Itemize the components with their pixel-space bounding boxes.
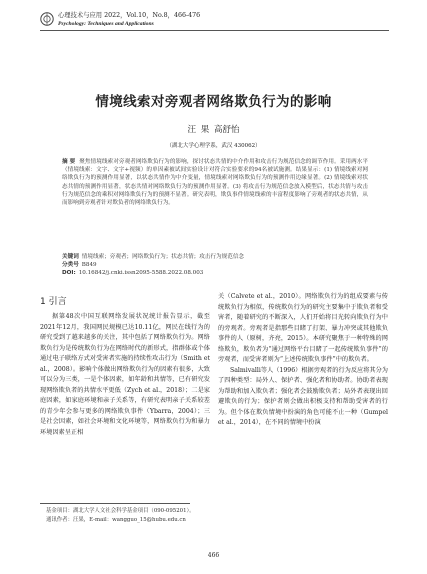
doi-row xyxy=(62,269,203,277)
header-divider xyxy=(40,30,389,31)
paper-title: 情境线索对旁观者网络欺负行为的影响 xyxy=(95,94,332,110)
footnote-fund: 基金项目：湖北大学人文社会科学基金项目（090-095201）。 xyxy=(46,508,195,514)
abstract xyxy=(62,158,368,207)
body-left-column: 据第48次中国互联网络发展状况统计报告显示，截至2021年12月，我国网民规模已达10.11亿，网民在线行为的研究受到了越来越多的关注，其中包括了网络欺负行为。网络欺负行为是传统欺负行为在网络时代的新形式，指群体或个体通过电子联络方式对受害者实施的持续性攻击行为（Smith et al.，2008）。影响个体做出网络欺负行为的因素有很多，大致可以分为三类，一是个体因素，如年龄和共情等，已有研究发现网络欺负者的共情水平更低（Zych et al.，2018）；二是家庭因素，如家庭环境和亲子关系等，有研究表明亲子关系较差的青少年会参与更多的网络欺负事件（Ybarra，2004）；三是社会因素，如社会环境和文化环境等，网络欺负行为和暴力环境因素呈正相 xyxy=(40,313,210,436)
journal-logo-icon xyxy=(40,12,54,26)
classification-label: 分类号 xyxy=(62,262,79,268)
footnote-correspondence: 通讯作者：汪果，E-mail：wangguo_15@hubu.edu.cn xyxy=(46,517,186,523)
classification-row xyxy=(62,261,97,269)
affiliation: （湖北大学心理学系，武汉 430062） xyxy=(166,143,261,149)
abstract-label: 摘 要 xyxy=(62,159,76,165)
classification-text: B849 xyxy=(81,262,97,268)
body-paragraph: Salmivalli等人（1996）根据旁观者的行为反应将其分为了四种类型：局外人、保护者、强化者和协助者。协助者表现为帮助和加入欺负者；强化者会鼓励欺负者；局外者表现出回避欺负的行为；保护者则会做出积极支持和帮助受害者的行为。但个体在欺负情境中扮演的角色可能不止一种（Gumpel et al.，2014），在不同的情境中扮演 xyxy=(218,366,388,426)
journal-header xyxy=(40,11,400,37)
doi-link[interactable]: 10.16842/j.cnki.issn2095-5588.2022.08.003 xyxy=(78,270,204,276)
journal-citation: 心理技术与应用 2022，Vol.10，No.8，466-476 xyxy=(58,12,201,19)
authors: 汪 果 高舒怡 xyxy=(187,125,240,135)
footnote-divider xyxy=(40,503,190,504)
body-right-column xyxy=(218,292,388,429)
keywords-label: 关键词 xyxy=(62,254,79,260)
body-paragraph: 关（Calvete et al.，2010）。网络欺负行为的组成要素与传统欺负行为相似，传统欺负行为的研究主要集中于欺负者和受害者，随着研究的不断深入，人们开始将目光转向欺负行为中的旁观者。旁观者是指那些目睹了打架、暴力冲突或其他欺负事件的人（原树，齐亮，2015）。本研究聚焦于一种特殊的网络欺负，欺负者为“通过网络平台目睹了一起传统欺负事件”的旁观者，而受害者则为“上述传统欺负事件”中的欺负者。 xyxy=(218,293,388,363)
journal-name-en: Psychology: Techniques and Applications xyxy=(58,21,154,27)
page-number: 466 xyxy=(207,552,220,559)
abstract-text: 聚焦情境线索对旁观者网络欺负行为的影响，探讨状态共情的中介作用和攻击行为规范信念的调节作用。采用两水平（情境线索：文字、文字+视频）的单因素被试间实验设计对符合实验要求的94名被试施测。结果显示：(1) 情境线索对网络欺负行为的预测作用显著，以状态共情作为中介变量，情境线索对网络欺负行为的预测作用边缘显著。(2) 情境线索对状态共情的预测作用显著，状态共情对网络欺负行为的预测作用显著。(3) 将攻击行为规范信念放入模型后，状态共情与攻击行为规范信念的乘积对网络欺负行为的预测不显著。研究表明，欺负事件情境线索的丰富程度影响了旁观者的状态共情，从而影响到旁观者针对欺负者的网络欺负行为。 xyxy=(62,159,369,207)
keywords-row xyxy=(62,253,244,261)
doi-label: DOI: xyxy=(62,270,76,276)
section-heading-introduction: 1 引言 xyxy=(40,297,67,307)
keywords-text: 情境线索；旁观者；网络欺负行为；状态共情；攻击行为规范信念 xyxy=(81,254,245,260)
